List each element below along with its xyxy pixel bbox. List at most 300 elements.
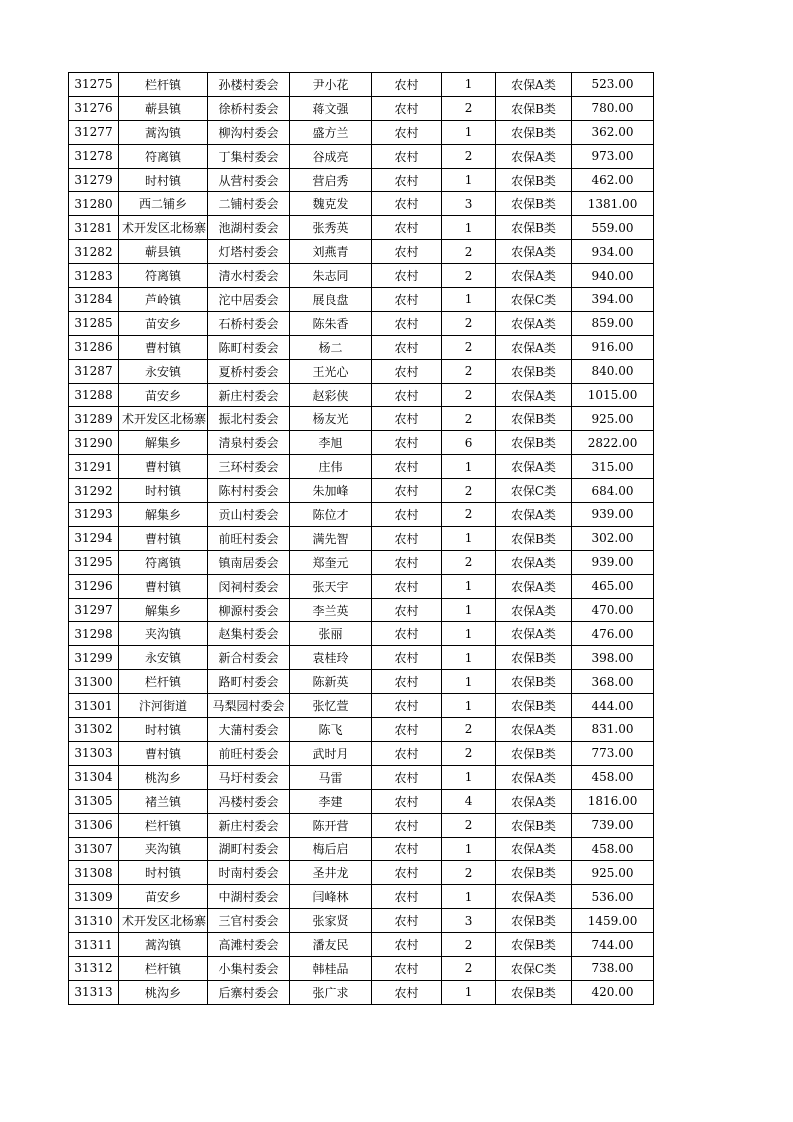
village-cell: 柳沟村委会 xyxy=(208,120,290,144)
amount-cell: 925.00 xyxy=(572,861,654,885)
amount-cell: 315.00 xyxy=(572,455,654,479)
area-type-cell: 农村 xyxy=(372,837,442,861)
category-cell: 农保A类 xyxy=(496,598,572,622)
amount-cell: 2822.00 xyxy=(572,431,654,455)
household-size-cell: 2 xyxy=(442,96,496,120)
area-type-cell: 农村 xyxy=(372,526,442,550)
amount-cell: 916.00 xyxy=(572,335,654,359)
town-cell: 永安镇 xyxy=(119,646,208,670)
table-row xyxy=(69,455,654,479)
category-cell: 农保B类 xyxy=(496,120,572,144)
area-type-cell: 农村 xyxy=(372,311,442,335)
amount-cell: 398.00 xyxy=(572,646,654,670)
town-cell: 术开发区北杨寨 xyxy=(119,909,208,933)
town-cell: 蕲县镇 xyxy=(119,240,208,264)
village-cell: 冯楼村委会 xyxy=(208,789,290,813)
amount-cell: 934.00 xyxy=(572,240,654,264)
village-cell: 二铺村委会 xyxy=(208,192,290,216)
village-cell: 中湖村委会 xyxy=(208,885,290,909)
name-cell: 潘友民 xyxy=(290,933,372,957)
area-type-cell: 农村 xyxy=(372,718,442,742)
amount-cell: 684.00 xyxy=(572,479,654,503)
category-cell: 农保A类 xyxy=(496,311,572,335)
household-size-cell: 1 xyxy=(442,288,496,312)
serial-cell: 31279 xyxy=(69,168,119,192)
area-type-cell: 农村 xyxy=(372,550,442,574)
household-size-cell: 1 xyxy=(442,598,496,622)
household-size-cell: 3 xyxy=(442,192,496,216)
area-type-cell: 农村 xyxy=(372,765,442,789)
town-cell: 术开发区北杨寨 xyxy=(119,216,208,240)
area-type-cell: 农村 xyxy=(372,598,442,622)
village-cell: 路町村委会 xyxy=(208,670,290,694)
area-type-cell: 农村 xyxy=(372,383,442,407)
area-type-cell: 农村 xyxy=(372,574,442,598)
village-cell: 小集村委会 xyxy=(208,956,290,980)
table-row xyxy=(69,885,654,909)
town-cell: 曹村镇 xyxy=(119,574,208,598)
serial-cell: 31307 xyxy=(69,837,119,861)
category-cell: 农保A类 xyxy=(496,335,572,359)
village-cell: 马圩村委会 xyxy=(208,765,290,789)
name-cell: 陈位才 xyxy=(290,503,372,527)
village-cell: 柳源村委会 xyxy=(208,598,290,622)
village-cell: 前旺村委会 xyxy=(208,741,290,765)
table-row xyxy=(69,909,654,933)
town-cell: 符离镇 xyxy=(119,144,208,168)
town-cell: 解集乡 xyxy=(119,598,208,622)
serial-cell: 31287 xyxy=(69,359,119,383)
area-type-cell: 农村 xyxy=(372,646,442,670)
household-size-cell: 1 xyxy=(442,120,496,144)
area-type-cell: 农村 xyxy=(372,479,442,503)
serial-cell: 31292 xyxy=(69,479,119,503)
name-cell: 闫峰林 xyxy=(290,885,372,909)
town-cell: 术开发区北杨寨 xyxy=(119,407,208,431)
village-cell: 夏桥村委会 xyxy=(208,359,290,383)
table-row xyxy=(69,503,654,527)
table-row xyxy=(69,311,654,335)
household-size-cell: 1 xyxy=(442,885,496,909)
town-cell: 时村镇 xyxy=(119,718,208,742)
town-cell: 时村镇 xyxy=(119,479,208,503)
area-type-cell: 农村 xyxy=(372,503,442,527)
village-cell: 振北村委会 xyxy=(208,407,290,431)
table-row xyxy=(69,120,654,144)
town-cell: 永安镇 xyxy=(119,359,208,383)
category-cell: 农保B类 xyxy=(496,861,572,885)
household-size-cell: 1 xyxy=(442,670,496,694)
town-cell: 栏杆镇 xyxy=(119,670,208,694)
village-cell: 高滩村委会 xyxy=(208,933,290,957)
area-type-cell: 农村 xyxy=(372,168,442,192)
village-cell: 池湖村委会 xyxy=(208,216,290,240)
category-cell: 农保A类 xyxy=(496,550,572,574)
name-cell: 陈开营 xyxy=(290,813,372,837)
table-row xyxy=(69,622,654,646)
village-cell: 陈町村委会 xyxy=(208,335,290,359)
name-cell: 营启秀 xyxy=(290,168,372,192)
household-size-cell: 4 xyxy=(442,789,496,813)
amount-cell: 840.00 xyxy=(572,359,654,383)
category-cell: 农保C类 xyxy=(496,956,572,980)
town-cell: 桃沟乡 xyxy=(119,765,208,789)
serial-cell: 31288 xyxy=(69,383,119,407)
area-type-cell: 农村 xyxy=(372,980,442,1004)
town-cell: 桃沟乡 xyxy=(119,980,208,1004)
name-cell: 李建 xyxy=(290,789,372,813)
area-type-cell: 农村 xyxy=(372,407,442,431)
town-cell: 解集乡 xyxy=(119,503,208,527)
amount-cell: 773.00 xyxy=(572,741,654,765)
serial-cell: 31299 xyxy=(69,646,119,670)
household-size-cell: 2 xyxy=(442,264,496,288)
table-row xyxy=(69,837,654,861)
table-row xyxy=(69,96,654,120)
area-type-cell: 农村 xyxy=(372,694,442,718)
village-cell: 丁集村委会 xyxy=(208,144,290,168)
name-cell: 杨友光 xyxy=(290,407,372,431)
category-cell: 农保B类 xyxy=(496,526,572,550)
area-type-cell: 农村 xyxy=(372,789,442,813)
area-type-cell: 农村 xyxy=(372,264,442,288)
area-type-cell: 农村 xyxy=(372,431,442,455)
amount-cell: 780.00 xyxy=(572,96,654,120)
name-cell: 圣井龙 xyxy=(290,861,372,885)
table-row xyxy=(69,550,654,574)
household-size-cell: 1 xyxy=(442,980,496,1004)
town-cell: 曹村镇 xyxy=(119,741,208,765)
town-cell: 苗安乡 xyxy=(119,383,208,407)
name-cell: 李兰英 xyxy=(290,598,372,622)
serial-cell: 31297 xyxy=(69,598,119,622)
table-body xyxy=(69,73,654,1005)
village-cell: 从营村委会 xyxy=(208,168,290,192)
household-size-cell: 2 xyxy=(442,383,496,407)
category-cell: 农保A类 xyxy=(496,622,572,646)
table-row xyxy=(69,789,654,813)
area-type-cell: 农村 xyxy=(372,933,442,957)
category-cell: 农保A类 xyxy=(496,455,572,479)
village-cell: 清水村委会 xyxy=(208,264,290,288)
amount-cell: 394.00 xyxy=(572,288,654,312)
serial-cell: 31294 xyxy=(69,526,119,550)
category-cell: 农保B类 xyxy=(496,192,572,216)
household-size-cell: 1 xyxy=(442,765,496,789)
category-cell: 农保C类 xyxy=(496,479,572,503)
table-row xyxy=(69,216,654,240)
serial-cell: 31308 xyxy=(69,861,119,885)
category-cell: 农保A类 xyxy=(496,885,572,909)
name-cell: 朱志同 xyxy=(290,264,372,288)
household-size-cell: 2 xyxy=(442,933,496,957)
area-type-cell: 农村 xyxy=(372,670,442,694)
serial-cell: 31311 xyxy=(69,933,119,957)
household-size-cell: 2 xyxy=(442,550,496,574)
village-cell: 清泉村委会 xyxy=(208,431,290,455)
town-cell: 褚兰镇 xyxy=(119,789,208,813)
name-cell: 刘燕青 xyxy=(290,240,372,264)
household-size-cell: 2 xyxy=(442,359,496,383)
table-row xyxy=(69,407,654,431)
village-cell: 三官村委会 xyxy=(208,909,290,933)
name-cell: 赵彩侠 xyxy=(290,383,372,407)
household-size-cell: 2 xyxy=(442,718,496,742)
area-type-cell: 农村 xyxy=(372,622,442,646)
household-size-cell: 3 xyxy=(442,909,496,933)
table-row xyxy=(69,670,654,694)
category-cell: 农保B类 xyxy=(496,168,572,192)
town-cell: 蒿沟镇 xyxy=(119,120,208,144)
amount-cell: 465.00 xyxy=(572,574,654,598)
village-cell: 沱中居委会 xyxy=(208,288,290,312)
town-cell: 蕲县镇 xyxy=(119,96,208,120)
name-cell: 陈飞 xyxy=(290,718,372,742)
household-size-cell: 2 xyxy=(442,813,496,837)
town-cell: 夹沟镇 xyxy=(119,837,208,861)
village-cell: 镇南居委会 xyxy=(208,550,290,574)
name-cell: 尹小花 xyxy=(290,73,372,97)
household-size-cell: 2 xyxy=(442,741,496,765)
town-cell: 芦岭镇 xyxy=(119,288,208,312)
area-type-cell: 农村 xyxy=(372,96,442,120)
amount-cell: 1015.00 xyxy=(572,383,654,407)
table-row xyxy=(69,192,654,216)
table-row xyxy=(69,431,654,455)
name-cell: 武时月 xyxy=(290,741,372,765)
town-cell: 汴河街道 xyxy=(119,694,208,718)
town-cell: 苗安乡 xyxy=(119,311,208,335)
table-row xyxy=(69,383,654,407)
category-cell: 农保B类 xyxy=(496,96,572,120)
household-size-cell: 1 xyxy=(442,646,496,670)
category-cell: 农保B类 xyxy=(496,813,572,837)
name-cell: 马雷 xyxy=(290,765,372,789)
serial-cell: 31304 xyxy=(69,765,119,789)
category-cell: 农保B类 xyxy=(496,980,572,1004)
household-size-cell: 2 xyxy=(442,861,496,885)
village-cell: 徐桥村委会 xyxy=(208,96,290,120)
name-cell: 朱加峰 xyxy=(290,479,372,503)
serial-cell: 31300 xyxy=(69,670,119,694)
table-row xyxy=(69,335,654,359)
town-cell: 夹沟镇 xyxy=(119,622,208,646)
table-row xyxy=(69,956,654,980)
village-cell: 孙楼村委会 xyxy=(208,73,290,97)
table-row xyxy=(69,288,654,312)
household-size-cell: 1 xyxy=(442,216,496,240)
name-cell: 张丽 xyxy=(290,622,372,646)
serial-cell: 31276 xyxy=(69,96,119,120)
amount-cell: 523.00 xyxy=(572,73,654,97)
table-row xyxy=(69,813,654,837)
household-size-cell: 6 xyxy=(442,431,496,455)
serial-cell: 31283 xyxy=(69,264,119,288)
amount-cell: 940.00 xyxy=(572,264,654,288)
table-row xyxy=(69,718,654,742)
household-size-cell: 1 xyxy=(442,694,496,718)
category-cell: 农保A类 xyxy=(496,789,572,813)
village-cell: 时南村委会 xyxy=(208,861,290,885)
amount-cell: 420.00 xyxy=(572,980,654,1004)
category-cell: 农保B类 xyxy=(496,359,572,383)
category-cell: 农保B类 xyxy=(496,407,572,431)
town-cell: 栏杆镇 xyxy=(119,73,208,97)
amount-cell: 939.00 xyxy=(572,550,654,574)
village-cell: 贡山村委会 xyxy=(208,503,290,527)
village-cell: 新庄村委会 xyxy=(208,383,290,407)
category-cell: 农保C类 xyxy=(496,288,572,312)
area-type-cell: 农村 xyxy=(372,956,442,980)
town-cell: 曹村镇 xyxy=(119,526,208,550)
amount-cell: 925.00 xyxy=(572,407,654,431)
table-row xyxy=(69,933,654,957)
data-table xyxy=(68,72,654,1005)
household-size-cell: 2 xyxy=(442,407,496,431)
village-cell: 湖町村委会 xyxy=(208,837,290,861)
village-cell: 石桥村委会 xyxy=(208,311,290,335)
name-cell: 李旭 xyxy=(290,431,372,455)
table-row xyxy=(69,526,654,550)
name-cell: 盛方兰 xyxy=(290,120,372,144)
area-type-cell: 农村 xyxy=(372,861,442,885)
serial-cell: 31280 xyxy=(69,192,119,216)
name-cell: 庄伟 xyxy=(290,455,372,479)
amount-cell: 302.00 xyxy=(572,526,654,550)
category-cell: 农保A类 xyxy=(496,503,572,527)
household-size-cell: 2 xyxy=(442,956,496,980)
name-cell: 满先智 xyxy=(290,526,372,550)
village-cell: 大蒲村委会 xyxy=(208,718,290,742)
amount-cell: 476.00 xyxy=(572,622,654,646)
category-cell: 农保A类 xyxy=(496,574,572,598)
village-cell: 马梨园村委会 xyxy=(208,694,290,718)
village-cell: 陈村村委会 xyxy=(208,479,290,503)
area-type-cell: 农村 xyxy=(372,359,442,383)
table-row xyxy=(69,359,654,383)
amount-cell: 939.00 xyxy=(572,503,654,527)
serial-cell: 31291 xyxy=(69,455,119,479)
household-size-cell: 1 xyxy=(442,526,496,550)
name-cell: 韩桂品 xyxy=(290,956,372,980)
serial-cell: 31296 xyxy=(69,574,119,598)
name-cell: 魏克发 xyxy=(290,192,372,216)
category-cell: 农保B类 xyxy=(496,646,572,670)
category-cell: 农保B类 xyxy=(496,909,572,933)
serial-cell: 31298 xyxy=(69,622,119,646)
table-row xyxy=(69,861,654,885)
name-cell: 陈新英 xyxy=(290,670,372,694)
amount-cell: 458.00 xyxy=(572,765,654,789)
area-type-cell: 农村 xyxy=(372,216,442,240)
category-cell: 农保A类 xyxy=(496,383,572,407)
serial-cell: 31281 xyxy=(69,216,119,240)
village-cell: 新合村委会 xyxy=(208,646,290,670)
table-row xyxy=(69,980,654,1004)
area-type-cell: 农村 xyxy=(372,455,442,479)
area-type-cell: 农村 xyxy=(372,885,442,909)
serial-cell: 31306 xyxy=(69,813,119,837)
town-cell: 时村镇 xyxy=(119,168,208,192)
category-cell: 农保A类 xyxy=(496,73,572,97)
serial-cell: 31278 xyxy=(69,144,119,168)
town-cell: 曹村镇 xyxy=(119,455,208,479)
serial-cell: 31303 xyxy=(69,741,119,765)
household-size-cell: 2 xyxy=(442,144,496,168)
serial-cell: 31312 xyxy=(69,956,119,980)
village-cell: 赵集村委会 xyxy=(208,622,290,646)
serial-cell: 31305 xyxy=(69,789,119,813)
category-cell: 农保A类 xyxy=(496,837,572,861)
amount-cell: 831.00 xyxy=(572,718,654,742)
area-type-cell: 农村 xyxy=(372,240,442,264)
household-size-cell: 2 xyxy=(442,479,496,503)
town-cell: 蒿沟镇 xyxy=(119,933,208,957)
town-cell: 符离镇 xyxy=(119,264,208,288)
category-cell: 农保B类 xyxy=(496,741,572,765)
household-size-cell: 1 xyxy=(442,622,496,646)
household-size-cell: 2 xyxy=(442,335,496,359)
amount-cell: 444.00 xyxy=(572,694,654,718)
town-cell: 西二铺乡 xyxy=(119,192,208,216)
amount-cell: 458.00 xyxy=(572,837,654,861)
area-type-cell: 农村 xyxy=(372,813,442,837)
area-type-cell: 农村 xyxy=(372,144,442,168)
serial-cell: 31293 xyxy=(69,503,119,527)
serial-cell: 31284 xyxy=(69,288,119,312)
name-cell: 郑奎元 xyxy=(290,550,372,574)
town-cell: 栏杆镇 xyxy=(119,813,208,837)
village-cell: 新庄村委会 xyxy=(208,813,290,837)
amount-cell: 559.00 xyxy=(572,216,654,240)
name-cell: 张忆萱 xyxy=(290,694,372,718)
name-cell: 梅后启 xyxy=(290,837,372,861)
amount-cell: 744.00 xyxy=(572,933,654,957)
name-cell: 展良盘 xyxy=(290,288,372,312)
household-size-cell: 2 xyxy=(442,240,496,264)
table-row xyxy=(69,765,654,789)
table-row xyxy=(69,144,654,168)
category-cell: 农保A类 xyxy=(496,264,572,288)
area-type-cell: 农村 xyxy=(372,288,442,312)
category-cell: 农保B类 xyxy=(496,216,572,240)
serial-cell: 31289 xyxy=(69,407,119,431)
serial-cell: 31310 xyxy=(69,909,119,933)
area-type-cell: 农村 xyxy=(372,335,442,359)
table-row xyxy=(69,479,654,503)
table-row xyxy=(69,741,654,765)
household-size-cell: 1 xyxy=(442,73,496,97)
serial-cell: 31313 xyxy=(69,980,119,1004)
category-cell: 农保A类 xyxy=(496,240,572,264)
category-cell: 农保B类 xyxy=(496,933,572,957)
town-cell: 解集乡 xyxy=(119,431,208,455)
village-cell: 灯塔村委会 xyxy=(208,240,290,264)
table-row xyxy=(69,574,654,598)
table-row xyxy=(69,73,654,97)
amount-cell: 462.00 xyxy=(572,168,654,192)
category-cell: 农保A类 xyxy=(496,765,572,789)
table-row xyxy=(69,264,654,288)
category-cell: 农保B类 xyxy=(496,670,572,694)
name-cell: 蒋文强 xyxy=(290,96,372,120)
serial-cell: 31285 xyxy=(69,311,119,335)
town-cell: 符离镇 xyxy=(119,550,208,574)
amount-cell: 973.00 xyxy=(572,144,654,168)
area-type-cell: 农村 xyxy=(372,909,442,933)
name-cell: 张广求 xyxy=(290,980,372,1004)
town-cell: 苗安乡 xyxy=(119,885,208,909)
